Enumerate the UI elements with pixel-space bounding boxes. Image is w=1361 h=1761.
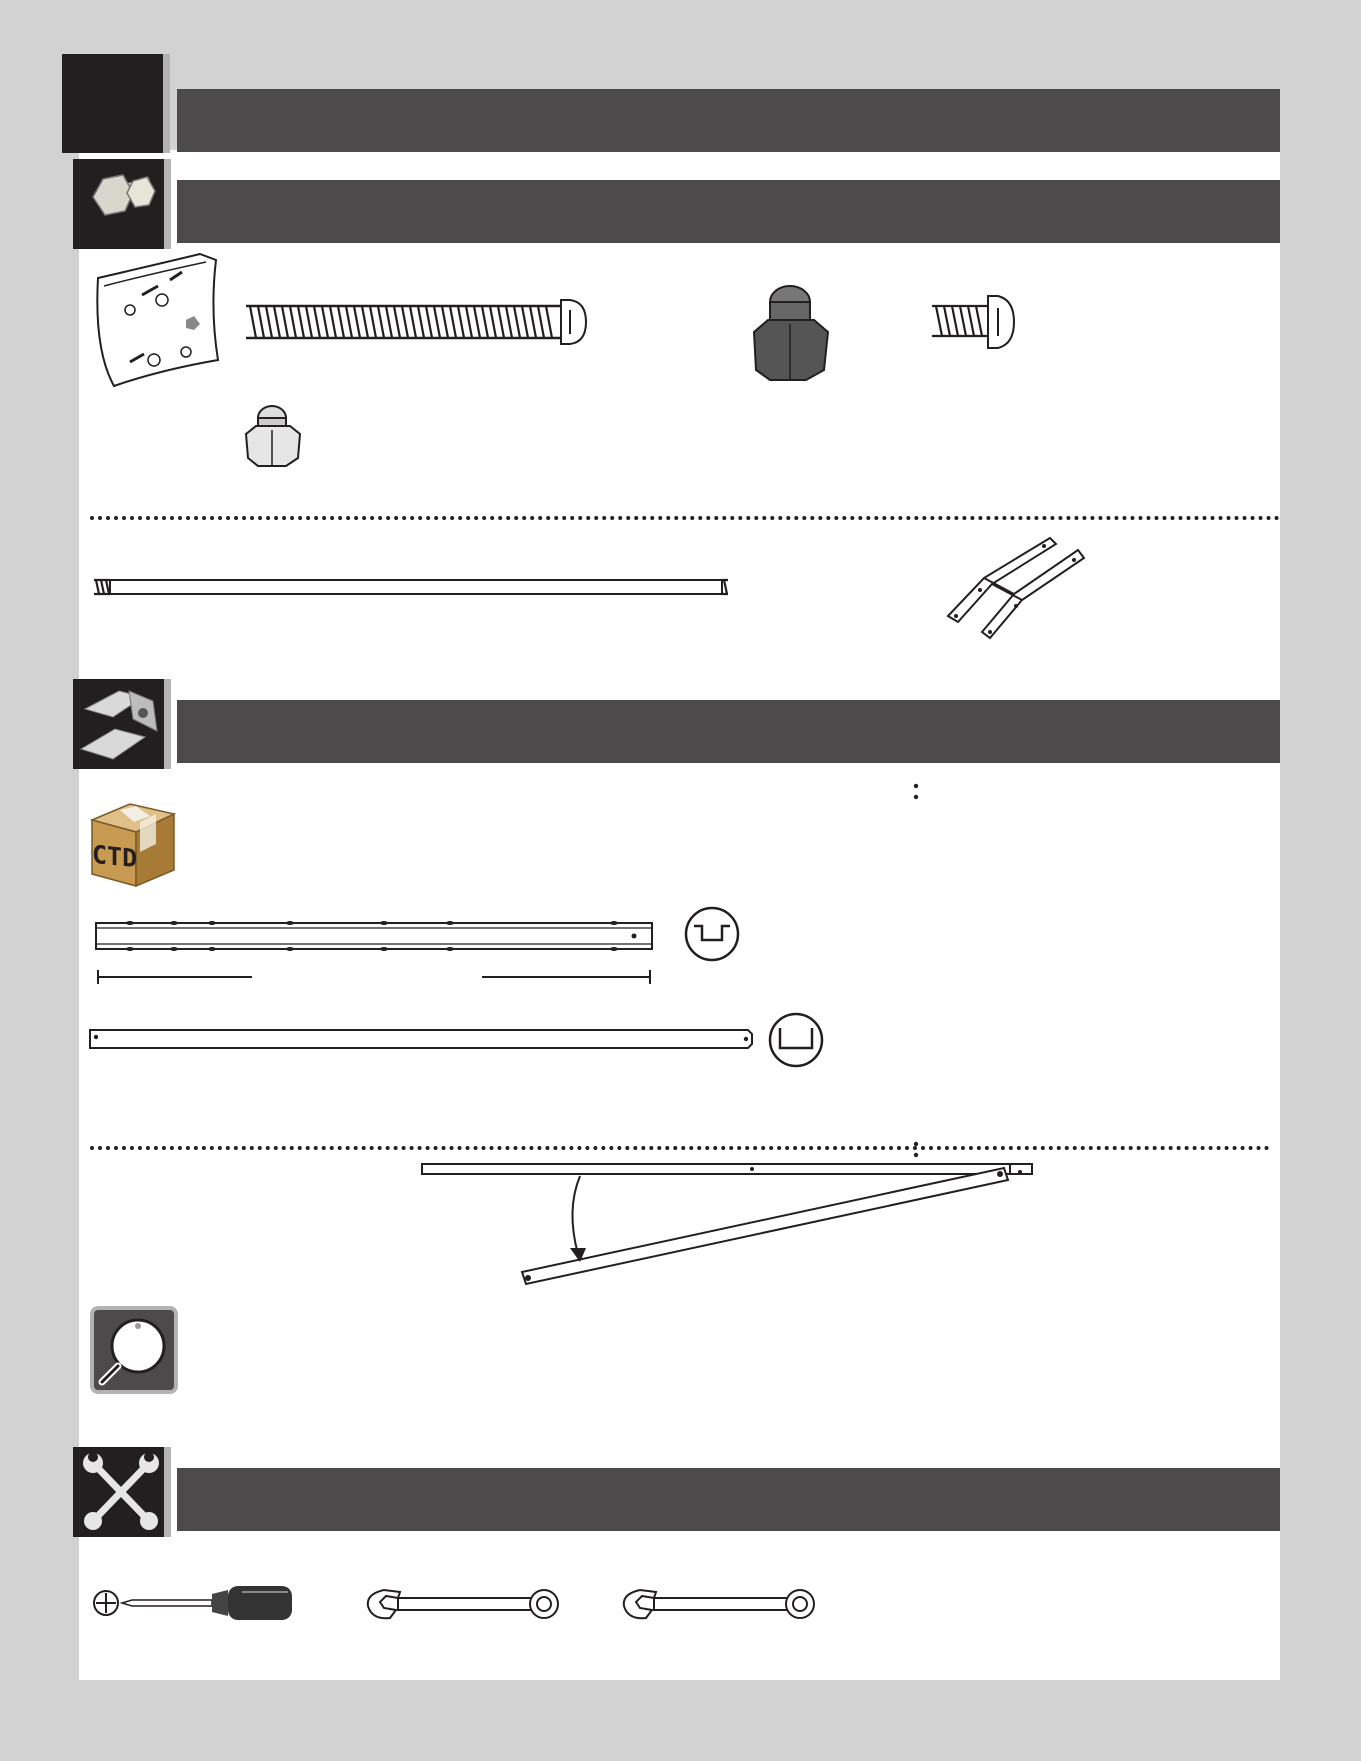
tools-section-band	[177, 1468, 1280, 1531]
small-lock-nut-illustration	[240, 400, 310, 480]
combination-wrench-icon	[364, 1580, 564, 1630]
bracket-parts-icon	[73, 679, 171, 769]
dotted-separator	[90, 1146, 1270, 1150]
step-number-box	[62, 54, 170, 153]
dimension-line	[94, 968, 664, 988]
channel-rail-illustration	[94, 915, 664, 965]
folding-rail-diagram	[420, 1160, 1040, 1290]
dot-marks	[912, 782, 922, 812]
dotted-separator	[90, 516, 1280, 520]
short-screw-illustration	[928, 292, 1048, 362]
flat-rail-illustration	[88, 1026, 758, 1056]
parts-section-band	[177, 700, 1280, 763]
hardware-section-band	[177, 180, 1280, 243]
cap-nut-illustration	[748, 280, 848, 390]
phillips-screwdriver-icon	[92, 1578, 302, 1628]
channel-profile-icon	[682, 904, 742, 964]
threaded-rod-illustration	[92, 568, 742, 608]
hardware-bag-illustration	[90, 250, 220, 390]
combination-wrench-icon	[620, 1580, 820, 1630]
crossed-wrenches-icon	[73, 1447, 171, 1537]
header-band	[177, 89, 1280, 152]
nut-and-bolt-icon	[73, 159, 171, 249]
magnifier-icon	[90, 1306, 178, 1394]
long-machine-screw-illustration	[240, 290, 590, 360]
flat-profile-icon	[766, 1010, 826, 1070]
angled-bracket-illustration	[940, 530, 1090, 650]
carton-code: CTD	[92, 839, 138, 874]
